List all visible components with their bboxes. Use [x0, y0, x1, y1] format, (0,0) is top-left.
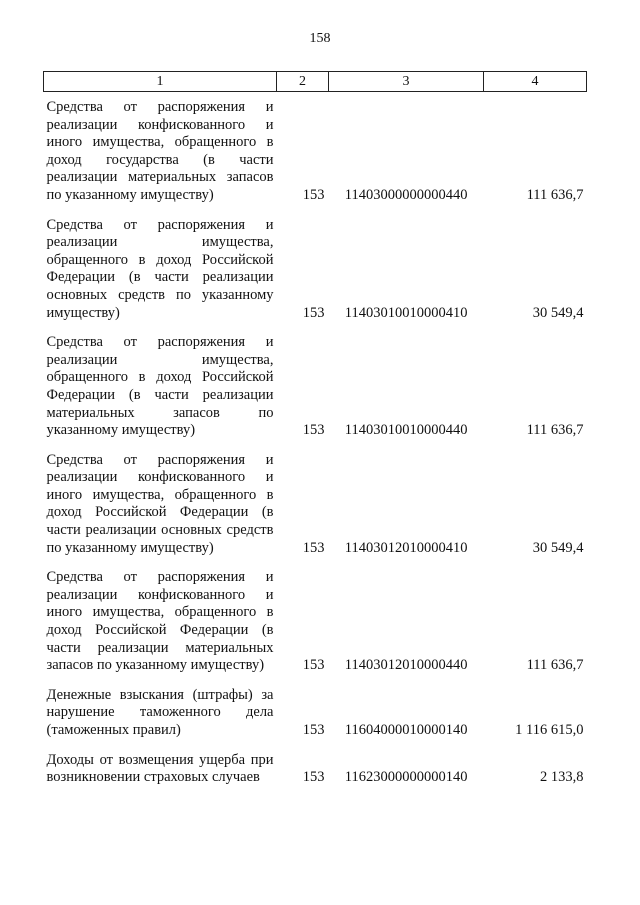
row-admin-code: 153 [302, 304, 325, 321]
row-revenue-code: 11403010010000440 [344, 422, 468, 439]
row-admin-code: 153 [302, 769, 325, 786]
row-amount: 111 636,7 [526, 422, 584, 439]
row-admin-code: 153 [302, 422, 325, 439]
row-amount: 30 549,4 [532, 539, 584, 556]
table-row [44, 209, 587, 327]
row-amount: 111 636,7 [526, 186, 584, 203]
table-body [44, 92, 587, 791]
row-revenue-code: 11403010010000410 [344, 304, 468, 321]
row-admin-code: 153 [302, 186, 325, 203]
row-revenue-code: 11403012010000410 [344, 539, 468, 556]
row-amount: 30 549,4 [532, 304, 584, 321]
header-col-2: 2 [277, 72, 329, 92]
table-row [44, 326, 587, 444]
row-description: Денежные взыскания (штрафы) за нарушение таможенного дела (таможенных правил) [46, 686, 274, 738]
table-row [44, 679, 587, 744]
header-col-4: 4 [484, 72, 587, 92]
header-row [44, 72, 587, 92]
row-description: Средства от распоряжения и реализации конфискованного и иного имущества, обращенного в доход Российской Федерации (в части реализации основных средств по указанному имуществу) [46, 451, 274, 556]
row-description: Средства от распоряжения и реализации имущества, обращенного в доход Российской Федерации (в части реализации материальных запасов по указанному имуществу) [46, 334, 274, 439]
row-admin-code: 153 [302, 657, 325, 674]
row-revenue-code: 11403012010000440 [344, 657, 468, 674]
row-revenue-code: 11623000000000140 [344, 769, 468, 786]
revenue-table [43, 71, 587, 791]
table-row [44, 444, 587, 562]
row-revenue-code: 11604000010000140 [344, 722, 468, 738]
row-amount: 111 636,7 [526, 657, 584, 674]
row-admin-code: 153 [302, 722, 325, 738]
table-row [44, 561, 587, 679]
row-revenue-code: 11403000000000440 [344, 186, 468, 203]
row-description: Доходы от возмещения ущерба при возникновении страховых случаев [46, 751, 274, 786]
table-row [44, 744, 587, 791]
row-admin-code: 153 [302, 539, 325, 556]
row-amount: 2 133,8 [540, 769, 584, 786]
page-number: 158 [309, 31, 331, 46]
row-amount: 1 116 615,0 [515, 722, 584, 738]
row-description: Средства от распоряжения и реализации конфискованного и иного имущества, обращенного в доход Российской Федерации (в части реализации материальных запасов по указанному имуществу) [46, 569, 274, 674]
row-description: Средства от распоряжения и реализации конфискованного и иного имущества, обращенного в доход государства (в части реализации материальных запасов по указанному имуществу) [46, 99, 274, 203]
table-row [44, 92, 587, 209]
header-col-3: 3 [329, 72, 484, 92]
row-description: Средства от распоряжения и реализации имущества, обращенного в доход Российской Федерации (в части реализации основных средств по указанному имуществу) [46, 216, 274, 321]
header-col-1: 1 [44, 72, 277, 92]
table-header [44, 72, 587, 92]
